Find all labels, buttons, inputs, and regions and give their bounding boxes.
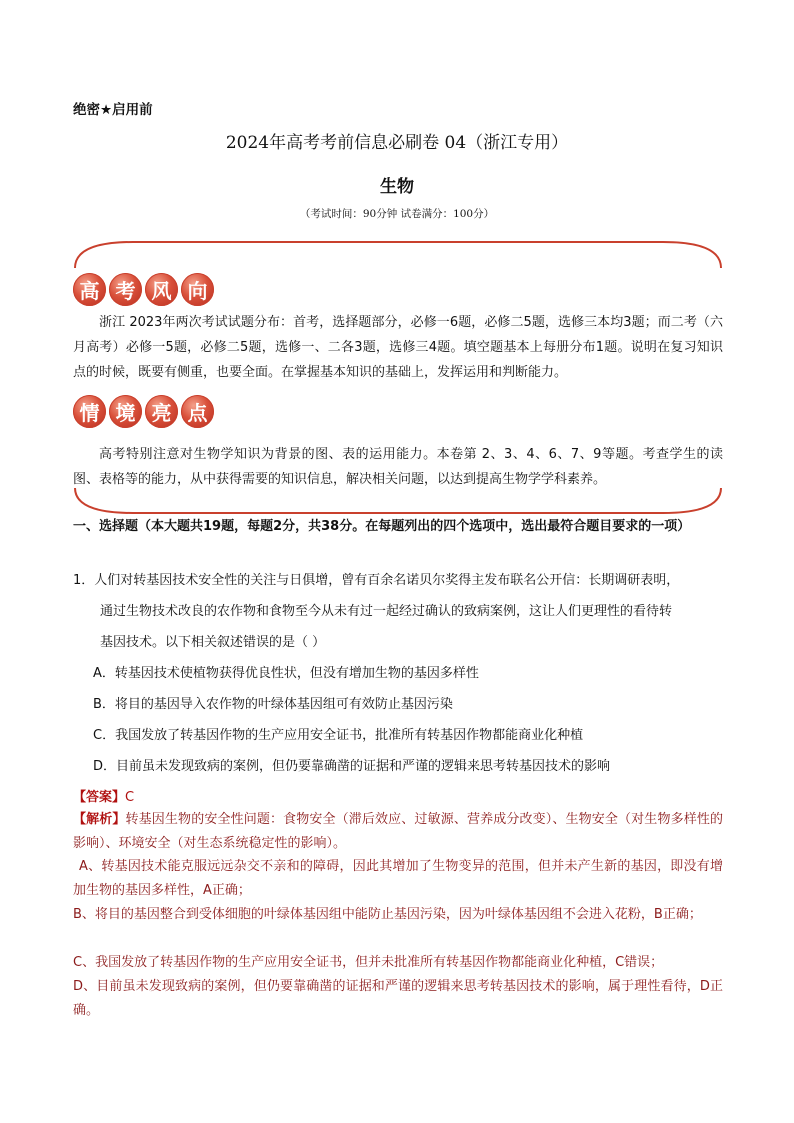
analysis-option-b: B、将目的基因整合到受体细胞的叶绿体基因组中能防止基因污染，因为叶绿体基因组不会进入花粉，B正确； [73, 907, 702, 922]
analysis-option-d: D、目前虽未发现致病的案例，但仍要靠确凿的证据和严谨的逻辑来思考转基因技术的影响，属于理性看待，D正确。 [73, 979, 723, 1018]
subject-title: 生物 [380, 177, 414, 197]
option-d: D．目前虽未发现致病的案例，但仍要靠确凿的证据和严谨的逻辑来思考转基因技术的影响 [93, 759, 611, 774]
badge-char: 点 [181, 395, 214, 428]
badge-char: 风 [145, 273, 178, 306]
section-heading: 一、选择题（本大题共19题，每题2分，共38分。在每题列出的四个选项中，选出最符合题目要求的一项） [73, 519, 691, 534]
question-1-stem [73, 565, 733, 658]
question-line: 基因技术。以下相关叙述错误的是（ ） [100, 635, 326, 650]
option-b: B．将目的基因导入农作物的叶绿体基因组可有效防止基因污染 [93, 697, 453, 712]
answer-value: C [125, 790, 135, 805]
analysis-intro [73, 808, 723, 856]
badge-char: 高 [73, 273, 106, 306]
scenario-highlights-paragraph: 高考特别注意对生物学知识为背景的图、表的运用能力。本卷第 2、3、4、6、7、9等题。考查学生的读图、表格等的能力，从中获得需要的知识信息，解决相关问题，以达到提高生物学学科素养。 [73, 447, 723, 487]
exam-info: （考试时间：90分钟 试卷满分：100分） [299, 208, 495, 220]
badge-exam-trend [73, 273, 214, 306]
badge-char: 情 [73, 395, 106, 428]
badge-char: 境 [109, 395, 142, 428]
confidential-label: 绝密★启用前 [73, 102, 153, 118]
question-line: 1．人们对转基因技术安全性的关注与日俱增，曾有百余名诺贝尔奖得主发布联名公开信：长期调研表明， [73, 573, 680, 588]
analysis-option-c: C、我国发放了转基因作物的生产应用安全证书，但并未批准所有转基因作物都能商业化种植，C错误； [73, 955, 664, 970]
exam-trend-paragraph: 浙江 2023年两次考试试题分布：首考，选择题部分，必修一6题，必修二5题，选修三本均3题；而二考（六月高考）必修一5题，必修二5题，选修一、二各3题，选修三4题。填空题基本上每册分布1题。说明在复习知识点的时候，既要有侧重，也要全面。在掌握基本知识的基础上，发挥运用和判断能力。 [73, 315, 723, 380]
answer-line [73, 786, 134, 810]
analysis-option-a: A、转基因技术能克服远远杂交不亲和的障碍，因此其增加了生物变异的范围，但并未产生新的基因，即没有增加生物的基因多样性，A正确； [73, 859, 723, 898]
badge-char: 考 [109, 273, 142, 306]
frame-top-curve [75, 242, 721, 268]
answer-label: 【答案】 [73, 790, 126, 805]
badge-scenario-highlights [73, 395, 214, 428]
exam-title: 2024年高考考前信息必刷卷 04（浙江专用） [225, 133, 569, 153]
question-line: 通过生物技术改良的农作物和食物至今从未有过一起经过确认的致病案例，这让人们更理性的看待转 [100, 604, 673, 619]
option-c: C．我国发放了转基因作物的生产应用安全证书，批准所有转基因作物都能商业化种植 [93, 728, 584, 743]
badge-char: 亮 [145, 395, 178, 428]
analysis-intro-text: 转基因生物的安全性问题：食物安全（滞后效应、过敏源、营养成分改变）、生物安全（对生物多样性的影响）、环境安全（对生态系统稳定性的影响）。 [73, 812, 723, 851]
badge-char: 向 [181, 273, 214, 306]
analysis-label: 【解析】 [73, 812, 126, 827]
option-a: A．转基因技术使植物获得优良性状，但没有增加生物的基因多样性 [93, 666, 479, 681]
